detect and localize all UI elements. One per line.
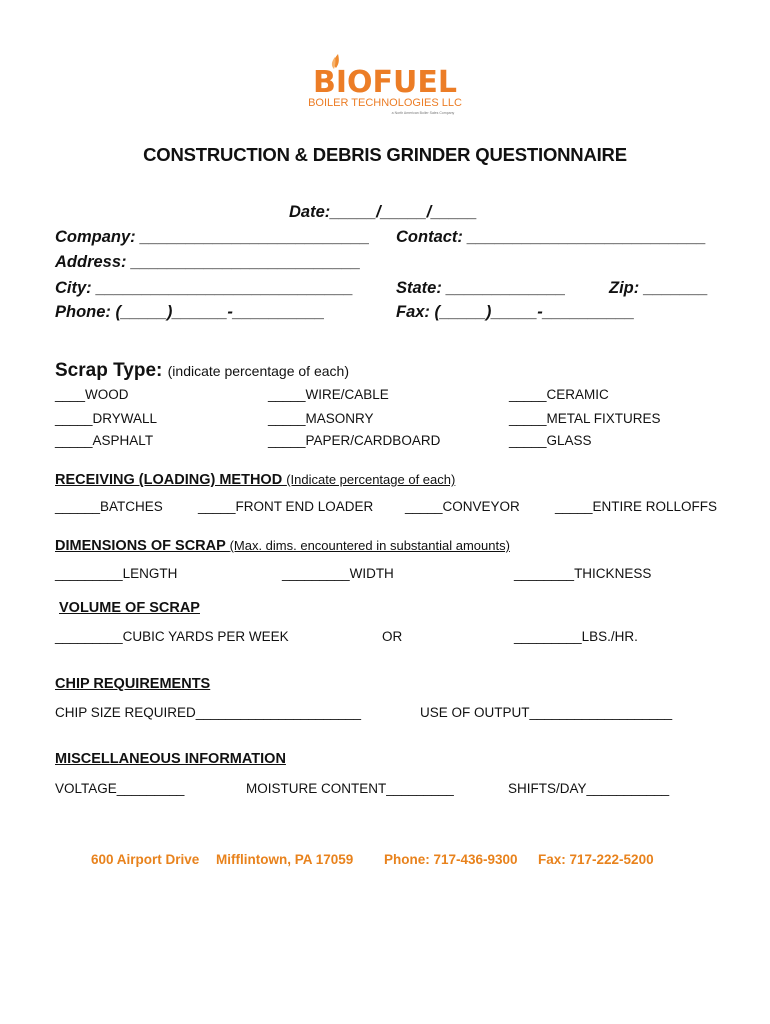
footer-phone: Phone: 717-436-9300	[384, 852, 518, 867]
chip-size-field[interactable]: CHIP SIZE REQUIRED______________________	[55, 705, 361, 720]
state-field[interactable]: State: _____________	[396, 279, 566, 297]
length-field[interactable]: _________LENGTH	[55, 566, 178, 581]
zip-field[interactable]: Zip: _______	[609, 279, 709, 297]
scrap-paper-field[interactable]: _____PAPER/CARDBOARD	[268, 433, 441, 448]
phone-field[interactable]: Phone: (_____)______-__________	[55, 303, 325, 321]
lbs-per-hour-field[interactable]: _________LBS./HR.	[514, 629, 638, 644]
use-of-output-field[interactable]: USE OF OUTPUT___________________	[420, 705, 673, 720]
cubic-yards-field[interactable]: _________CUBIC YARDS PER WEEK	[55, 629, 289, 644]
voltage-field[interactable]: VOLTAGE_________	[55, 781, 185, 796]
logo-subtitle: BOILER TECHNOLOGIES LLC	[308, 97, 462, 109]
address-field[interactable]: Address: _________________________	[55, 253, 361, 271]
receiving-heading	[55, 472, 455, 488]
scrap-asphalt-field[interactable]: _____ASPHALT	[55, 433, 154, 448]
moisture-field[interactable]: MOISTURE CONTENT_________	[246, 781, 454, 796]
dimensions-label: DIMENSIONS OF SCRAP	[55, 538, 230, 554]
city-field[interactable]: City: ____________________________	[55, 279, 354, 297]
scrap-wire-field[interactable]: _____WIRE/CABLE	[268, 387, 389, 402]
thickness-field[interactable]: ________THICKNESS	[514, 566, 652, 581]
page-title: CONSTRUCTION & DEBRIS GRINDER QUESTIONNAIRE	[143, 144, 627, 165]
receiving-rolloffs-field[interactable]: _____ENTIRE ROLLOFFS	[555, 499, 718, 514]
scrap-glass-field[interactable]: _____GLASS	[509, 433, 592, 448]
shifts-field[interactable]: SHIFTS/DAY___________	[508, 781, 670, 796]
receiving-conveyor-field[interactable]: _____CONVEYOR	[405, 499, 520, 514]
contact-field[interactable]: Contact: __________________________	[396, 228, 707, 246]
dimensions-note: (Max. dims. encountered in substantial amounts)	[229, 538, 510, 553]
width-field[interactable]: _________WIDTH	[282, 566, 394, 581]
dimensions-heading	[55, 538, 510, 554]
misc-heading: MISCELLANEOUS INFORMATION	[55, 751, 286, 767]
company-logo	[305, 48, 465, 118]
logo-wordmark: BIOFUEL	[313, 65, 457, 100]
scrap-metal-field[interactable]: _____METAL FIXTURES	[509, 411, 661, 426]
receiving-batches-field[interactable]: ______BATCHES	[55, 499, 163, 514]
scrap-type-label: Scrap Type:	[55, 360, 163, 381]
fax-field[interactable]: Fax: (_____)_____-__________	[396, 303, 635, 321]
company-field[interactable]: Company: _________________________	[55, 228, 370, 246]
chip-heading: CHIP REQUIREMENTS	[55, 676, 211, 692]
logo-tagline: a North American Boiler Sales Company	[391, 111, 455, 115]
biofuel-flame-logo	[305, 48, 465, 118]
scrap-ceramic-field[interactable]: _____CERAMIC	[509, 387, 609, 402]
footer-fax: Fax: 717-222-5200	[538, 852, 654, 867]
receiving-label: RECEIVING (LOADING) METHOD	[55, 472, 287, 488]
footer-city: Mifflintown, PA 17059	[216, 852, 354, 867]
volume-heading: VOLUME OF SCRAP	[59, 600, 200, 616]
footer-address: 600 Airport Drive	[91, 852, 200, 867]
scrap-wood-field[interactable]: ____WOOD	[55, 387, 129, 402]
scrap-drywall-field[interactable]: _____DRYWALL	[55, 411, 158, 426]
date-field[interactable]: Date:_____/_____/_____	[289, 203, 478, 221]
receiving-loader-field[interactable]: _____FRONT END LOADER	[198, 499, 374, 514]
receiving-note: (Indicate percentage of each)	[286, 472, 456, 487]
volume-or-label: OR	[382, 629, 403, 644]
scrap-type-note: (indicate percentage of each)	[167, 363, 349, 379]
scrap-masonry-field[interactable]: _____MASONRY	[268, 411, 374, 426]
scrap-type-heading	[55, 360, 349, 382]
